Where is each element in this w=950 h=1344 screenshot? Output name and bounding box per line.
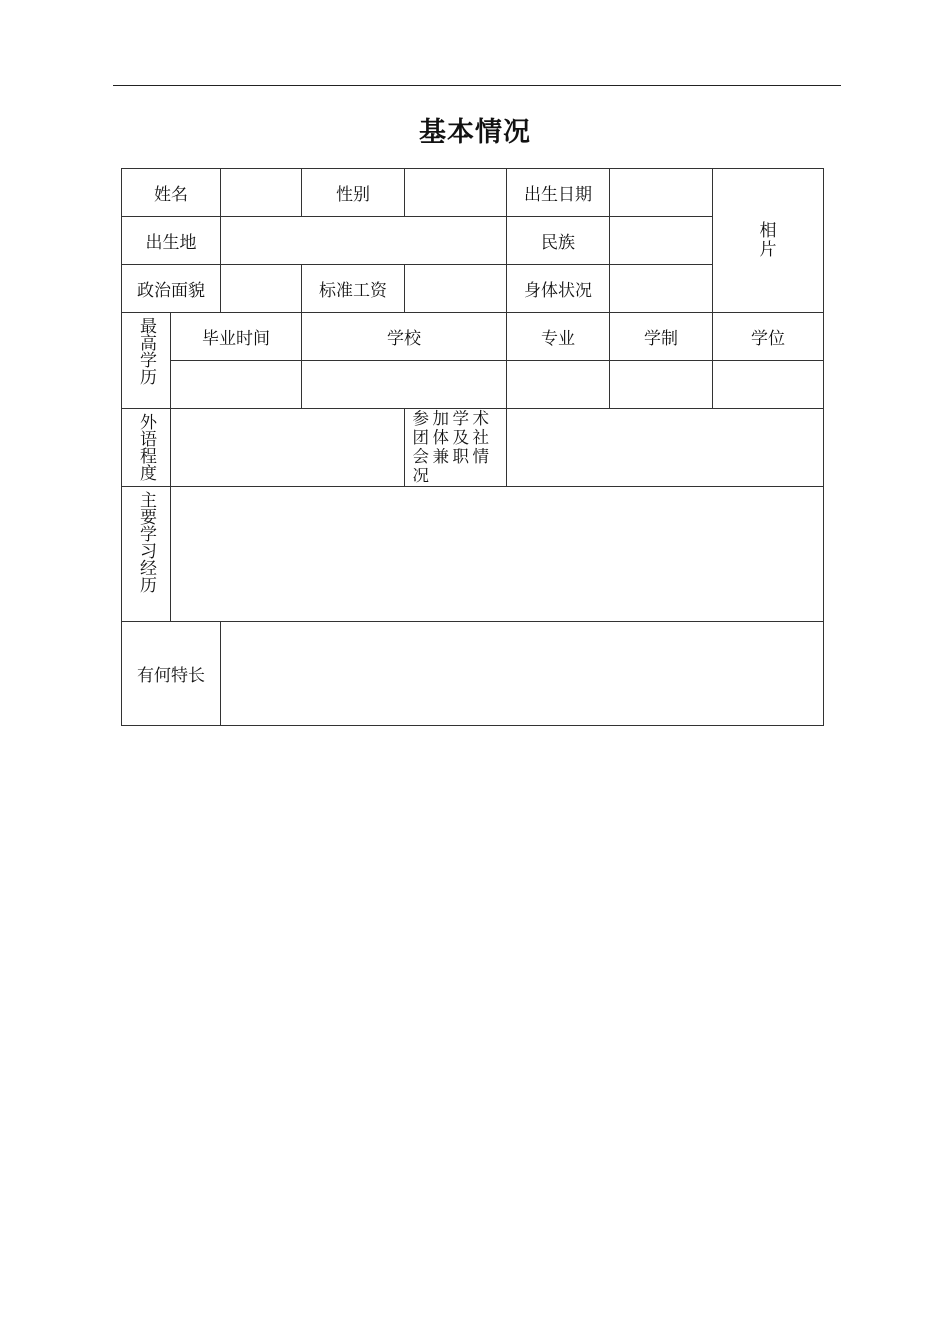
language-label: 外语程度 (136, 413, 156, 481)
political-status-label: 政治面貌 (122, 265, 221, 313)
form-row-1 (122, 169, 824, 217)
duration-field[interactable] (610, 361, 713, 409)
graduation-time-field[interactable] (171, 361, 302, 409)
language-row (122, 409, 824, 487)
education-value-row (122, 361, 824, 409)
gender-field[interactable] (405, 169, 507, 217)
degree-label: 学位 (713, 313, 824, 361)
language-field[interactable] (171, 409, 405, 487)
basic-info-form (121, 168, 823, 724)
ethnicity-field[interactable] (610, 217, 713, 265)
political-status-field[interactable] (221, 265, 302, 313)
school-field[interactable] (302, 361, 507, 409)
photo-cell[interactable] (713, 169, 824, 313)
major-label: 专业 (507, 313, 610, 361)
specialty-row (122, 622, 824, 726)
duration-label: 学制 (610, 313, 713, 361)
birthdate-field[interactable] (610, 169, 713, 217)
societies-label: 参加学术团体及社会兼职情况 (412, 409, 493, 485)
health-field[interactable] (610, 265, 713, 313)
societies-field[interactable] (507, 409, 824, 487)
ethnicity-label: 民族 (507, 217, 610, 265)
study-history-row (122, 487, 824, 622)
birthplace-label: 出生地 (122, 217, 221, 265)
page-title: 基本情况 (419, 117, 531, 148)
health-label: 身体状况 (507, 265, 610, 313)
societies-label-cell (405, 409, 507, 487)
form-table (121, 168, 824, 726)
salary-field[interactable] (405, 265, 507, 313)
birthplace-field[interactable] (221, 217, 507, 265)
school-label: 学校 (302, 313, 507, 361)
education-label: 最高学历 (136, 317, 156, 385)
major-field[interactable] (507, 361, 610, 409)
study-history-field[interactable] (171, 487, 824, 622)
salary-label: 标准工资 (302, 265, 405, 313)
degree-field[interactable] (713, 361, 824, 409)
header-rule (113, 85, 841, 86)
language-label-cell (122, 409, 171, 487)
education-header-row (122, 313, 824, 361)
gender-label: 性别 (302, 169, 405, 217)
education-label-cell (122, 313, 171, 409)
specialty-label: 有何特长 (122, 622, 221, 726)
name-label: 姓名 (122, 169, 221, 217)
study-history-label-cell (122, 487, 171, 622)
graduation-time-label: 毕业时间 (171, 313, 302, 361)
study-history-label: 主要学习经历 (136, 491, 156, 593)
name-field[interactable] (221, 169, 302, 217)
photo-label: 相片 (759, 220, 777, 260)
birthdate-label: 出生日期 (507, 169, 610, 217)
specialty-field[interactable] (221, 622, 824, 726)
